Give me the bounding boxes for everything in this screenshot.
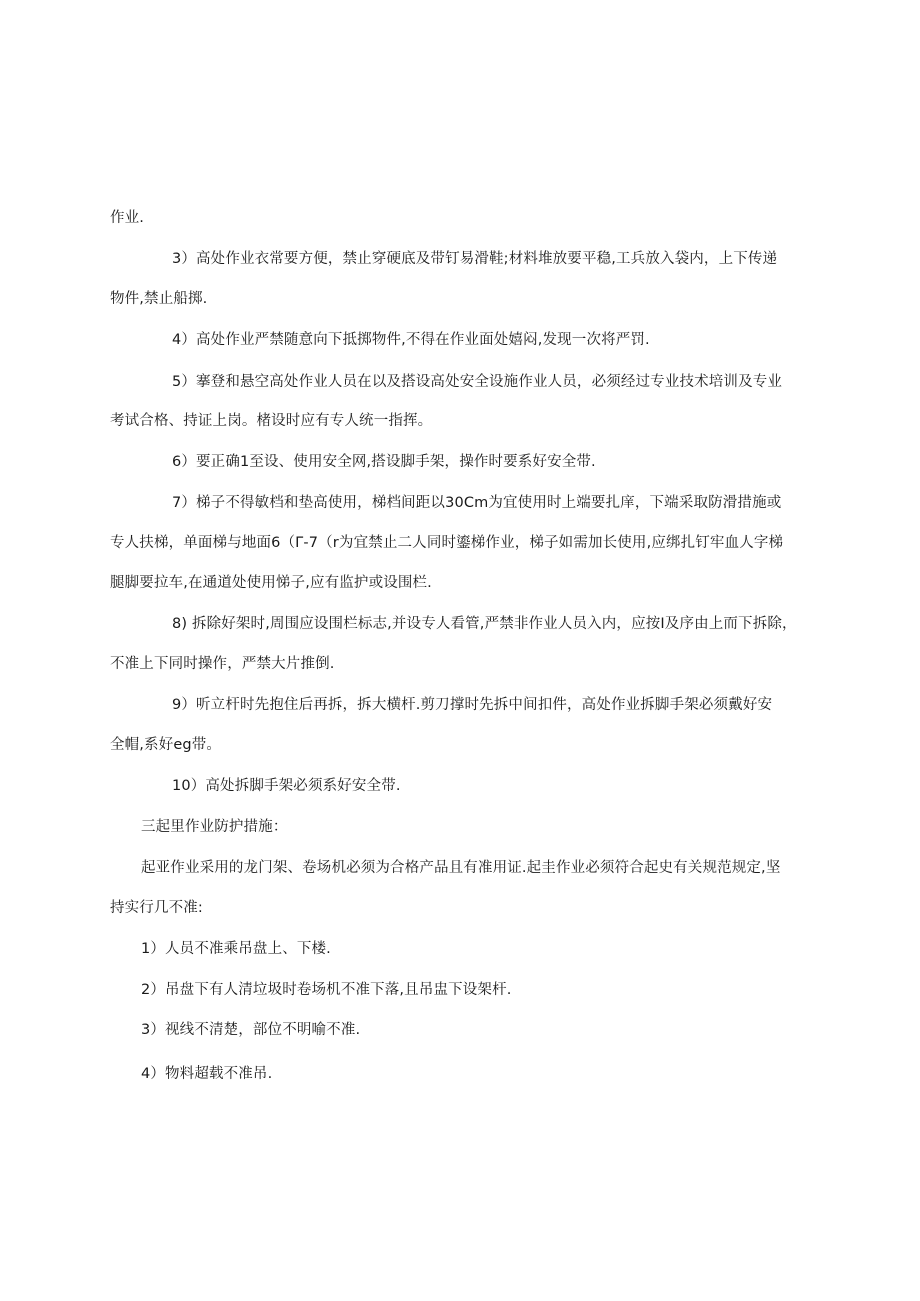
text-line-rule-1: 1）人员不准乘吊盘上、下楼. [141,941,331,957]
text-line-rule-2: 2）吊盘下有人清垃圾时卷场机不准下落,且吊盅下设架杆. [141,982,512,998]
text-line-item-3: 3）高处作业衣常要方便，禁止穿硬底及带钉易滑鞋;材料堆放要平稳,工兵放入袋内，上下传递 [172,251,778,267]
text-line-item-9-cont: 全帽,系好eg带。 [110,737,222,753]
text-line-item-6: 6）要正确1至设、使用安全网,搭设脚手架，操作时要系好安全带. [172,454,596,470]
text-line-item-8: 8) 拆除好架时,周围应设围栏标志,并设专人看管,严禁非作业人员入内，应按I及序由上而下拆除， [172,616,797,632]
text-line-item-9: 9）听立杆时先抱住后再拆，拆大横杆.剪刀撑时先拆中间扣件，高处作业拆脚手架必须戴好安 [172,697,773,713]
text-line-paragraph: 起亚作业采用的龙门架、卷场机必须为合格产品且有准用证.起圭作业必须符合起史有关规范规定,坚 [141,860,781,876]
text-line-rule-3: 3）视线不清楚，部位不明喻不准. [141,1022,361,1038]
text-line-item-4: 4）高处作业严禁随意向下抵掷物件,不得在作业面处嬉闷,发现一次将严罚. [172,332,650,348]
text-line-paragraph-cont: 持实行几不准: [110,900,203,916]
text-line-rule-4: 4）物料超载不准吊. [141,1066,273,1082]
section-heading: 三起里作业防护措施： [141,819,288,835]
text-line-item-10: 10）高处拆脚手架必须系好安全带. [172,778,401,794]
text-line-item-7-cont-1: 专人扶梯，单面梯与地面6（Γ-7（r为宜禁止二人同时鎏梯作业，梯子如需加长使用,应绑扎钉牢血人字梯 [110,535,784,551]
text-line-item-8-cont: 不准上下同时操作，严禁大片推倒. [110,656,335,672]
text-line-item-5-cont: 考试合格、持证上岗。楮设时应有专人统一指挥。 [110,413,433,429]
text-line-item-3-cont: 物件,禁止船掷. [110,291,208,307]
text-line-continuation: 作业. [110,210,145,226]
text-line-item-7: 7）梯子不得敏档和垫高使用，梯档间距以30Cm为宜使用时上端要扎庠，下端采取防滑措施或 [172,495,782,511]
text-line-item-5: 5）搴登和悬空高处作业人员在以及搭设高处安全设施作业人员，必须经过专业技术培训及专业 [172,374,783,390]
text-line-item-7-cont-2: 腿脚要拉车,在通道处使用悌子,应有监护或设围栏. [110,575,432,591]
